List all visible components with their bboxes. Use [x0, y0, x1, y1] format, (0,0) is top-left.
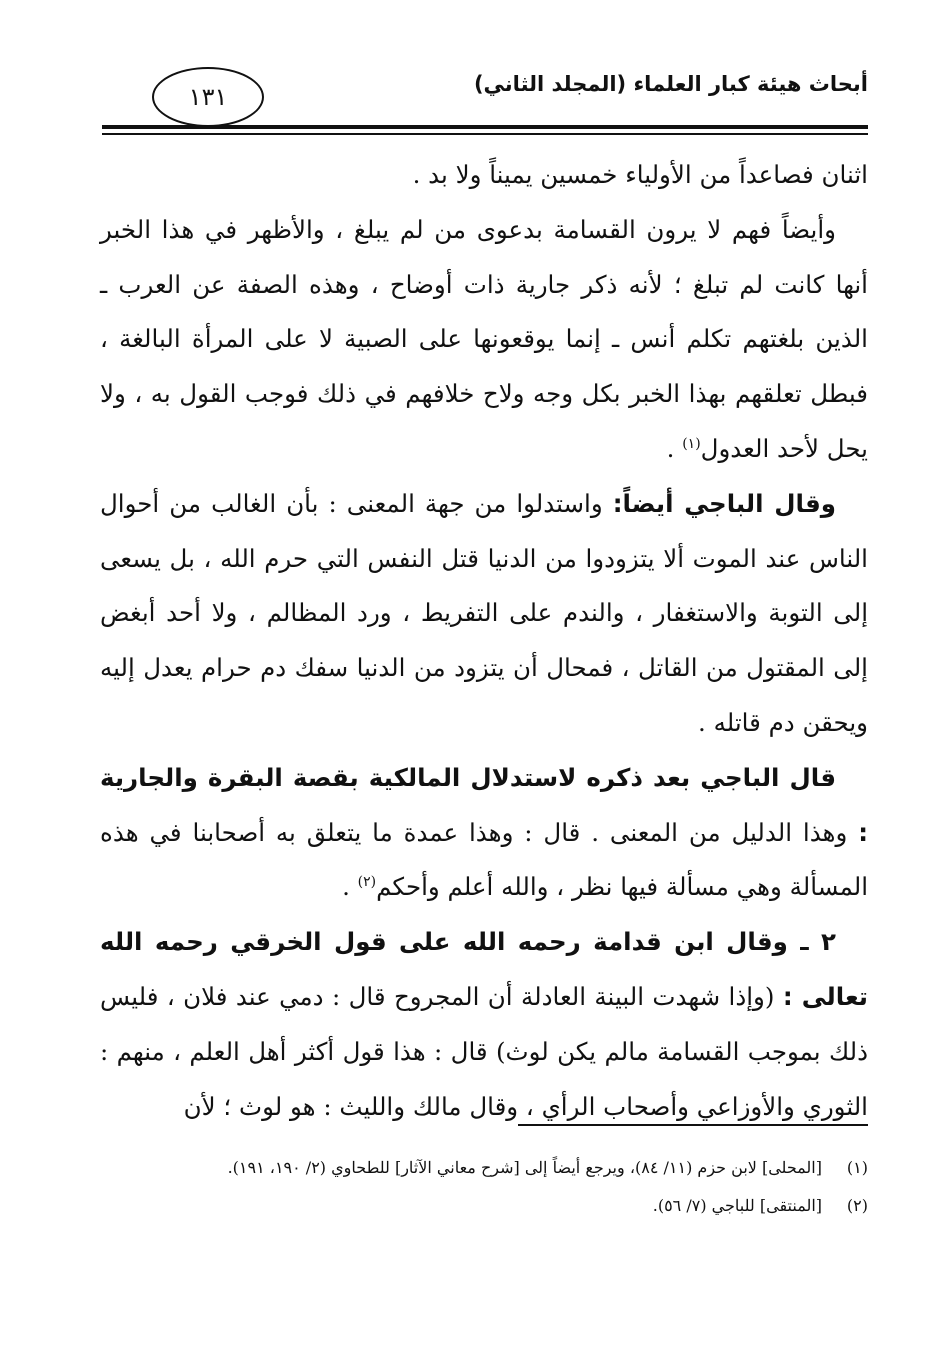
footnote-text: [المحلى] لابن حزم (١١/ ٨٤)، ويرجع أيضاً إلى [شرح معاني الآثار] للطحاوي (٢/ ١٩٠، ١٩١).	[227, 1158, 822, 1177]
paragraph-2: وأيضاً فهم لا يرون القسامة بدعوى من لم يبلغ ، والأظهر في هذا الخبر أنها كانت لم تبلغ ؛ لأنه ذكر جارية ذات أوضاح ، وهذه الصفة عن العرب ـ الذين بلغتهم تكلم أنس ـ إنما يوقعونها على الصبية لا على المرأة البالغة ، فبطل تعلقهم بهذا الخبر بكل وجه ولاح خلافهم في ذلك فوجب القول به ، ولا يحل لأحد العدول$^{(١)}$ .	[100, 214, 868, 463]
main-text	[100, 148, 868, 1134]
footnote-2	[100, 1190, 868, 1222]
footnote-ref-1: (١)	[682, 435, 701, 452]
paragraph-3-lead: وقال الباجي أيضاً:	[612, 488, 837, 518]
header-rule-thin	[102, 133, 868, 135]
header-rule-thick	[102, 125, 868, 129]
page-number-oval	[152, 67, 264, 127]
paragraph-4: قال الباجي بعد ذكره لاستدلال المالكية بقصة البقرة والجارية : وهذا الدليل من المعنى . قال : وهذا عمدة ما يتعلق به أصحابنا في هذه المسألة وهي مسألة فيها نظر ، والله أعلم وأحكم$^{(٢)}$ .	[100, 762, 868, 902]
footnote-number: (١)	[846, 1158, 868, 1177]
footnote-separator	[518, 1124, 868, 1126]
paragraph-3: وقال الباجي أيضاً: واستدلوا من جهة المعنى : بأن الغالب من أحوال الناس عند الموت ألا يتزودوا من الدنيا قتل النفس التي حرم الله ، بل يسعى إلى التوبة والاستغفار ، والندم على التفريط ، ورد المظالم ، ولا أحد أبغض إلى المقتول من القاتل ، فمحال أن يتزود من الدنيا سفك دم حرام يعدل إليه ويحقن دم قاتله .	[100, 488, 868, 737]
paragraph-5-lead: ٢ ـ وقال ابن قدامة رحمه الله على قول الخرقي رحمه الله تعالى :	[100, 927, 868, 1011]
footnotes	[100, 1152, 868, 1228]
paragraph-4-lead: قال الباجي بعد ذكره لاستدلال المالكية بقصة البقرة والجارية :	[100, 762, 868, 847]
running-header-title: أبحاث هيئة كبار العلماء (المجلد الثاني)	[473, 72, 868, 96]
page-number: ١٣١	[188, 83, 228, 111]
paragraph-5: ٢ ـ وقال ابن قدامة رحمه الله على قول الخرقي رحمه الله تعالى : (وإذا شهدت البينة العادلة أن المجروح قال : دمي عند فلان ، فليس ذلك بموجب القسامة مالم يكن لوث) قال : هذا قول أكثر أهل العلم ، منهم : الثوري والأوزاعي وأصحاب الرأي ، وقال مالك والليث : هو لوث ؛ لأن	[100, 927, 868, 1121]
paragraph-1: اثنان فصاعداً من الأولياء خمسين يميناً ولا بد .	[412, 160, 868, 189]
footnote-number: (٢)	[846, 1196, 868, 1215]
footnote-1	[100, 1152, 868, 1184]
footnote-text: [المنتقى] للباجي (٧/ ٥٦).	[652, 1196, 822, 1215]
footnote-ref-2: (٢)	[357, 874, 377, 891]
